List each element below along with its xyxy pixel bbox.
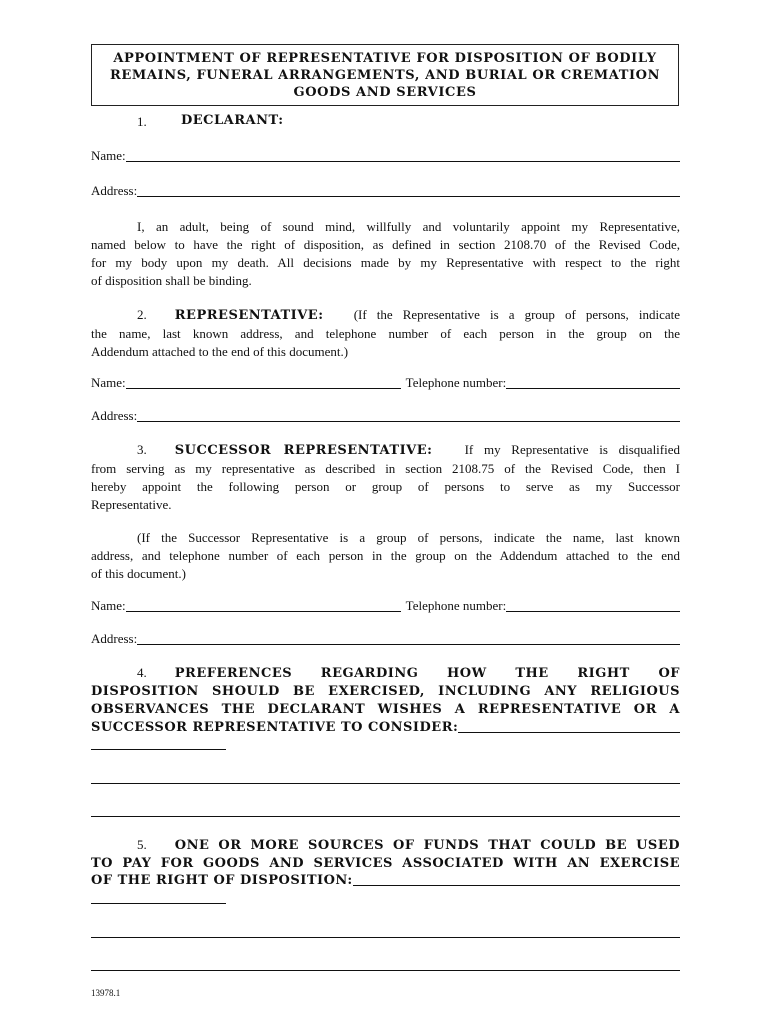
section-3-intro bbox=[91, 441, 680, 514]
section-3-note bbox=[91, 529, 680, 583]
representative-name-row bbox=[91, 375, 680, 391]
successor-address-label: Address: bbox=[91, 631, 138, 646]
section-2-heading: REPRESENTATIVE: bbox=[174, 308, 324, 323]
document-title-box bbox=[91, 44, 679, 106]
section-5-heading-line-2: TO PAY FOR GOODS AND SERVICES ASSOCIATED WITH AN EXERCISE bbox=[91, 856, 680, 871]
section-2-first-line bbox=[91, 306, 680, 325]
form-code: 13978.1 bbox=[91, 988, 121, 998]
preferences-blank-2[interactable] bbox=[91, 783, 680, 784]
preferences-blank-1[interactable] bbox=[458, 732, 680, 733]
successor-telephone-blank[interactable] bbox=[506, 611, 680, 612]
section-4-consider-row bbox=[91, 719, 680, 735]
section-5-disposition-row bbox=[91, 872, 680, 888]
statement-line: for my body upon my death. All decisions made by my Representative with respect to the right bbox=[91, 255, 680, 270]
representative-telephone-blank[interactable] bbox=[506, 388, 680, 389]
section-2-intro bbox=[91, 306, 680, 361]
preferences-blank-3[interactable] bbox=[91, 816, 680, 817]
section-3-line: hereby appoint the following person or group of persons to serve as my Successor bbox=[91, 479, 680, 494]
statement-line: named below to have the right of disposition, as defined in section 2108.70 of the Revised Code, bbox=[91, 237, 680, 252]
section-3-note-line: address, and telephone number of each person in the group on the Addendum attached to the end bbox=[91, 548, 680, 563]
section-2-line: Addendum attached to the end of this document.) bbox=[91, 344, 349, 359]
section-4-heading-line-4: SUCCESSOR REPRESENTATIVE TO CONSIDER: bbox=[91, 720, 459, 735]
section-4-heading-text-1: PREFERENCES REGARDING HOW THE RIGHT OF bbox=[174, 666, 680, 681]
funds-blank-short[interactable] bbox=[91, 903, 226, 904]
section-3-number: 3. bbox=[137, 442, 147, 457]
section-5-heading-line-1 bbox=[91, 836, 680, 855]
declarant-name-label: Name: bbox=[91, 148, 126, 163]
representative-telephone-label: Telephone number: bbox=[405, 375, 507, 390]
statement-line: I, an adult, being of sound mind, willfully and voluntarily appoint my Representative, bbox=[137, 219, 680, 234]
declarant-address-field[interactable] bbox=[91, 183, 680, 199]
section-4-heading-block bbox=[91, 664, 680, 719]
successor-address-field[interactable] bbox=[91, 631, 680, 647]
section-5-heading-text-1: ONE OR MORE SOURCES OF FUNDS THAT COULD BE USED bbox=[174, 838, 680, 853]
preferences-blank-short[interactable] bbox=[91, 749, 226, 750]
section-2-line: the name, last known address, and telephone number of each person in the group on the bbox=[91, 326, 680, 341]
section-1-number: 1. bbox=[137, 114, 147, 129]
section-1-heading: DECLARANT: bbox=[181, 113, 284, 128]
representative-name-label: Name: bbox=[91, 375, 126, 390]
section-3-first-line bbox=[91, 441, 680, 460]
declarant-name-field[interactable] bbox=[91, 148, 680, 164]
section-5-number: 5. bbox=[137, 837, 147, 852]
section-3-note-line: (If the Successor Representative is a group of persons, indicate the name, last known bbox=[137, 530, 680, 545]
section-4-number: 4. bbox=[137, 665, 147, 680]
representative-address-field[interactable] bbox=[91, 408, 680, 424]
successor-name-blank[interactable] bbox=[126, 611, 401, 612]
successor-name-label: Name: bbox=[91, 598, 126, 613]
successor-address-blank[interactable] bbox=[137, 644, 680, 645]
declarant-statement bbox=[91, 218, 680, 290]
funds-blank-2[interactable] bbox=[91, 937, 680, 938]
representative-address-blank[interactable] bbox=[137, 421, 680, 422]
declarant-address-label: Address: bbox=[91, 183, 138, 198]
funds-blank-3[interactable] bbox=[91, 970, 680, 971]
funds-blank-1[interactable] bbox=[353, 885, 680, 886]
section-3-heading: SUCCESSOR REPRESENTATIVE: bbox=[174, 443, 433, 458]
declarant-name-blank[interactable] bbox=[126, 161, 680, 162]
section-3-line: Representative. bbox=[91, 497, 172, 512]
title-line-2: REMAINS, FUNERAL ARRANGEMENTS, AND BURIAL OR CREMATION bbox=[109, 67, 661, 83]
title-line-1: APPOINTMENT OF REPRESENTATIVE FOR DISPOSITION OF BODILY bbox=[113, 50, 657, 66]
successor-name-row bbox=[91, 598, 680, 614]
section-2-intro-rest: (If the Representative is a group of persons, indicate bbox=[353, 307, 680, 322]
representative-address-label: Address: bbox=[91, 408, 138, 423]
title-line-3: GOODS AND SERVICES bbox=[293, 84, 477, 100]
successor-telephone-label: Telephone number: bbox=[405, 598, 507, 613]
section-2-number: 2. bbox=[137, 307, 147, 322]
representative-name-blank[interactable] bbox=[126, 388, 401, 389]
statement-line: of disposition shall be binding. bbox=[91, 273, 252, 288]
section-4-heading-line-2: DISPOSITION SHOULD BE EXERCISED, INCLUDING ANY RELIGIOUS bbox=[91, 684, 680, 699]
section-3-note-line: of this document.) bbox=[91, 566, 186, 581]
section-4-heading-line-3: OBSERVANCES THE DECLARANT WISHES A REPRESENTATIVE OR A bbox=[91, 702, 680, 717]
declarant-address-blank[interactable] bbox=[137, 196, 680, 197]
section-4-heading-line-1 bbox=[91, 664, 680, 683]
section-5-heading-line-3: OF THE RIGHT OF DISPOSITION: bbox=[91, 873, 353, 888]
section-3-line: from serving as my representative as described in section 2108.75 of the Revised Code, then I bbox=[91, 461, 680, 476]
section-5-heading-block bbox=[91, 836, 680, 873]
section-3-intro-rest: If my Representative is disqualified bbox=[464, 442, 680, 457]
